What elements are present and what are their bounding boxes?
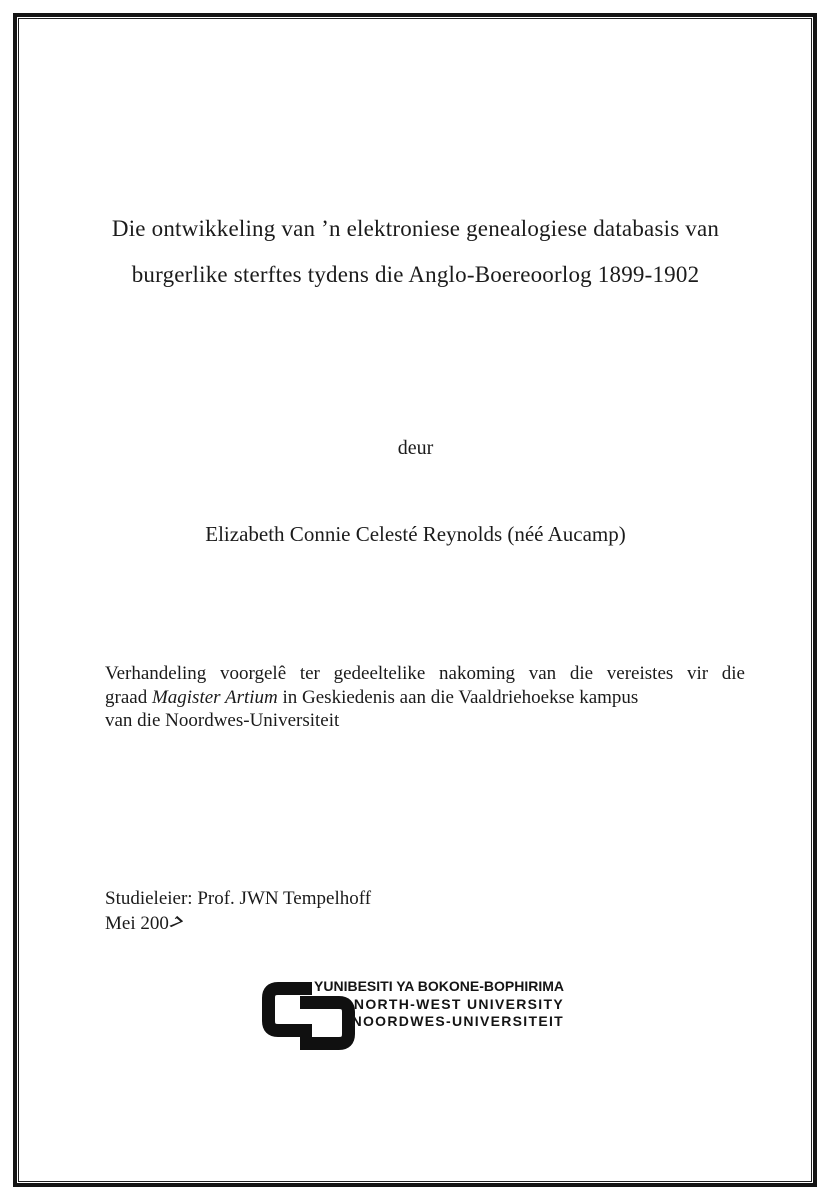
logo-line-english: NORTH-WEST UNIVERSITY — [353, 995, 564, 1012]
degree-statement-line2-pre: graad — [105, 686, 152, 708]
degree-statement-line3: van die Noordwes-Universiteit — [105, 710, 340, 732]
logo-line-afrikaans: NOORDWES-UNIVERSITEIT — [351, 1013, 564, 1029]
date-prefix: Mei 200 — [105, 913, 169, 934]
supervisor-block — [105, 886, 371, 936]
nwu-logo-text — [312, 978, 564, 1031]
degree-statement-line2-post: in Geskiedenis aan die Vaaldriehoekse kampus — [277, 686, 639, 708]
degree-statement-line2 — [105, 686, 745, 710]
degree-statement-line1: Verhandeling voorgelê ter gedeeltelike nakoming van die vereistes vir die — [105, 663, 745, 684]
thesis-title-line1: Die ontwikkeling van ’n elektroniese genealogiese databasis van — [111, 216, 720, 241]
supervisor-line: Studieleier: Prof. JWN Tempelhoff — [105, 888, 372, 909]
date-digit: 7 — [164, 912, 186, 935]
degree-name-italic: Magister Artium — [151, 686, 278, 708]
author-name: Elizabeth Connie Celesté Reynolds (néé Aucamp) — [205, 522, 626, 546]
logo-line-setswana: YUNIBESITI YA BOKONE-BOPHIRIMA — [314, 978, 564, 994]
degree-statement — [105, 662, 745, 733]
thesis-title — [0, 206, 831, 298]
date-line — [105, 911, 371, 936]
byline-deur: deur — [397, 437, 434, 459]
thesis-title-line2: burgerlike sterftes tydens die Anglo-Boereoorlog 1899-1902 — [131, 262, 700, 287]
